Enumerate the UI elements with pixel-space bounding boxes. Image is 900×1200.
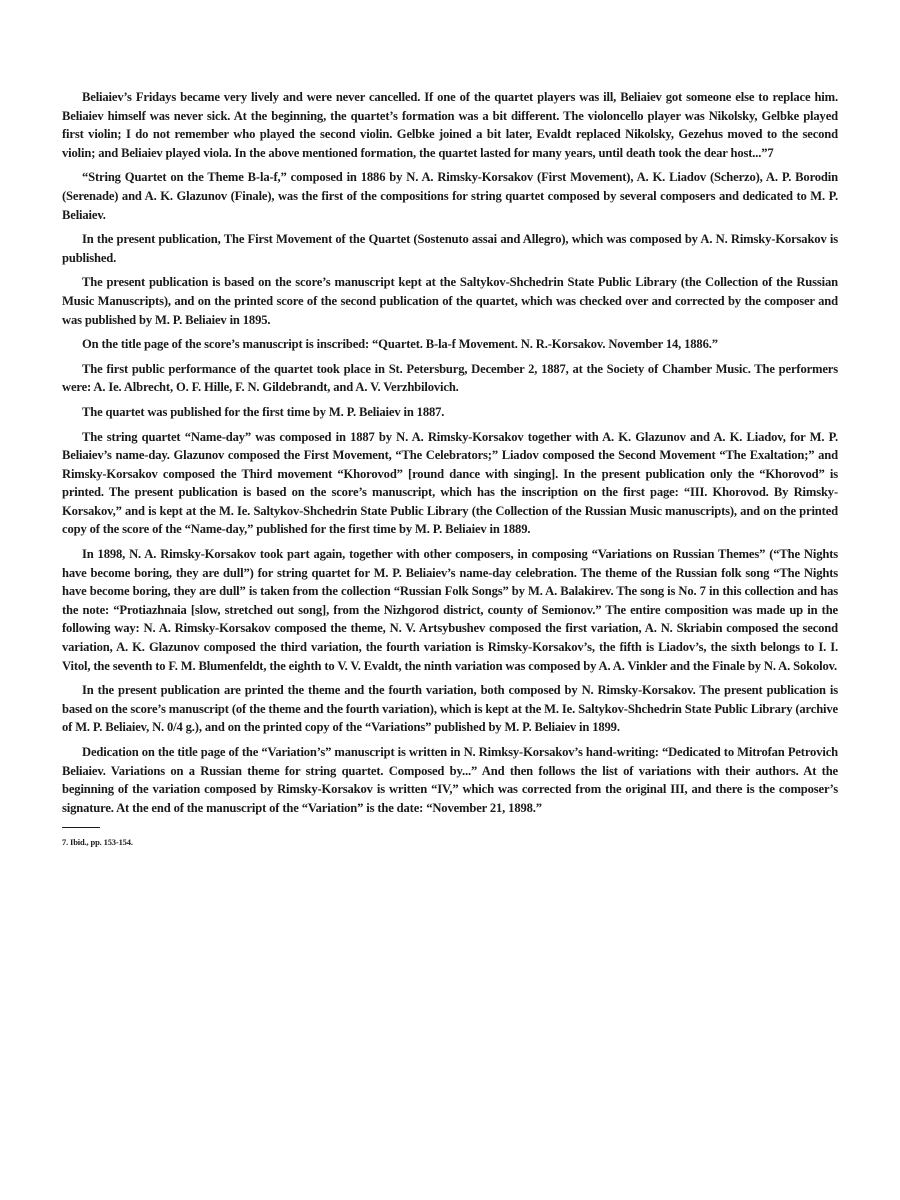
paragraph-3: In the present publication, The First Movement of the Quartet (Sostenuto assai and Allegro), which was composed by A. N. Rimsky-Korsakov is published. xyxy=(62,232,838,265)
footnote: 7. Ibid., pp. 153-154. xyxy=(62,837,133,848)
footnote-divider xyxy=(62,827,100,828)
paragraph-2: “String Quartet on the Theme B-la-f,” composed in 1886 by N. A. Rimsky-Korsakov (First Movement), A. K. Liadov (Scherzo), A. P. Borodin (Serenade) and A. K. Glazunov (Finale), was the first of the compositions for string quartet composed by several composers and dedicated to M. P. Beliaiev. xyxy=(62,170,838,222)
paragraph-5: On the title page of the score’s manuscript is inscribed: “Quartet. B-la-f Movement. N. R.-Korsakov. November 14, 1886.” xyxy=(82,337,718,352)
paragraph-4: The present publication is based on the score’s manuscript kept at the Saltykov-Shchedrin State Public Library (the Collection of the Russian Music Manuscripts), and on the printed score of the second publication of the quartet, which was checked over and corrected by the composer and was published by M. P. Beliaiev in 1895. xyxy=(62,275,838,327)
paragraph-7: The quartet was published for the first time by M. P. Beliaiev in 1887. xyxy=(82,404,445,419)
paragraph-10: In the present publication are printed the theme and the fourth variation, both composed by N. Rimsky-Korsakov. The present publication is based on the score’s manuscript (of the theme and the fourth variation), which is kept at the M. Ie. Saltykov-Shchedrin State Public Library (archive of M. P. Beliaiev, N. 0/4 g.), and on the printed copy of the “Variations” published by M. P. Beliaiev in 1899. xyxy=(62,683,838,735)
paragraph-1: Beliaiev’s Fridays became very lively and were never cancelled. If one of the quartet players was ill, Beliaiev got someone else to replace him. Beliaiev himself was never sick. At the beginning, the quartet’s formation was a bit different. The violoncello player was Nikolsky, Gelbke played first violin; I do not remember who played the second violin. Gelbke joined a bit later, Evaldt replaced Nikolsky, Gezehus moved to the second violin; and Beliaiev played viola. In the above mentioned formation, the quartet lasted for many years, until death took the dear host...”7 xyxy=(62,90,838,160)
paragraph-9: In 1898, N. A. Rimsky-Korsakov took part again, together with other composers, in composing “Variations on Russian Themes” (“The Nights have become boring, they are dull”) for string quartet for M. P. Beliaiev’s name-day celebration. The theme of the Russian folk song “The Nights have become boring, they are dull” is taken from the collection “Russian Folk Songs” by M. A. Balakirev. The song is No. 7 in this collection and has the note: “Protiazhnaia [slow, stretched out song], from the Nizhgorod district, county of Semionov.” The entire composition was made up in the following way: N. A. Rimsky-Korsakov composed the theme, N. V. Artsybushev composed the first variation, A. N. Skriabin composed the second variation, A. K. Glazunov composed the third variation, the fourth variation is Rimsky-Korsakov’s, the fifth is Liadov’s, the sixth belongs to I. I. Vitol, the seventh to F. M. Blumenfeldt, the eighth to V. V. Evaldt, the ninth variation was composed by A. A. Vinkler and the Finale by N. A. Sokolov. xyxy=(62,547,838,673)
paragraph-8: The string quartet “Name-day” was composed in 1887 by N. A. Rimsky-Korsakov together with A. K. Glazunov and A. K. Liadov, for M. P. Beliaiev’s name-day. Glazunov composed the First Movement, “The Celebrators;” Liadov composed the Second Movement “The Exaltation;” and Rimsky-Korsakov composed the Third movement “Khorovod” [round dance with singing]. In the present publication only the “Khorovod” is printed. The present publication is based on the score’s manuscript, which has the inscription on the first page: “III. Khorovod. By Rimsky-Korsakov,” and is kept at the M. Ie. Saltykov-Shchedrin State Public Library (the Collection of the Russian Music manuscripts), and on the printed copy of the score of the “Name-day,” published for the first time by M. P. Beliaiev in 1889. xyxy=(62,429,838,537)
document-page xyxy=(62,88,838,848)
paragraph-6: The first public performance of the quartet took place in St. Petersburg, December 2, 1887, at the Society of Chamber Music. The performers were: A. Ie. Albrecht, O. F. Hille, F. N. Gildebrandt, and A. V. Verzhbilovich. xyxy=(62,361,838,395)
paragraph-11: Dedication on the title page of the “Variation’s” manuscript is written in N. Rimksy-Korsakov’s hand-writing: “Dedicated to Mitrofan Petrovich Beliaiev. Variations on a Russian theme for string quartet. Composed by...” And then follows the list of variations with their authors. At the beginning of the variation composed by Rimsky-Korsakov is written “IV,” which was corrected from the original III, and there is the composer’s signature. At the end of the manuscript of the “Variation” is the date: “November 21, 1898.” xyxy=(62,745,838,815)
